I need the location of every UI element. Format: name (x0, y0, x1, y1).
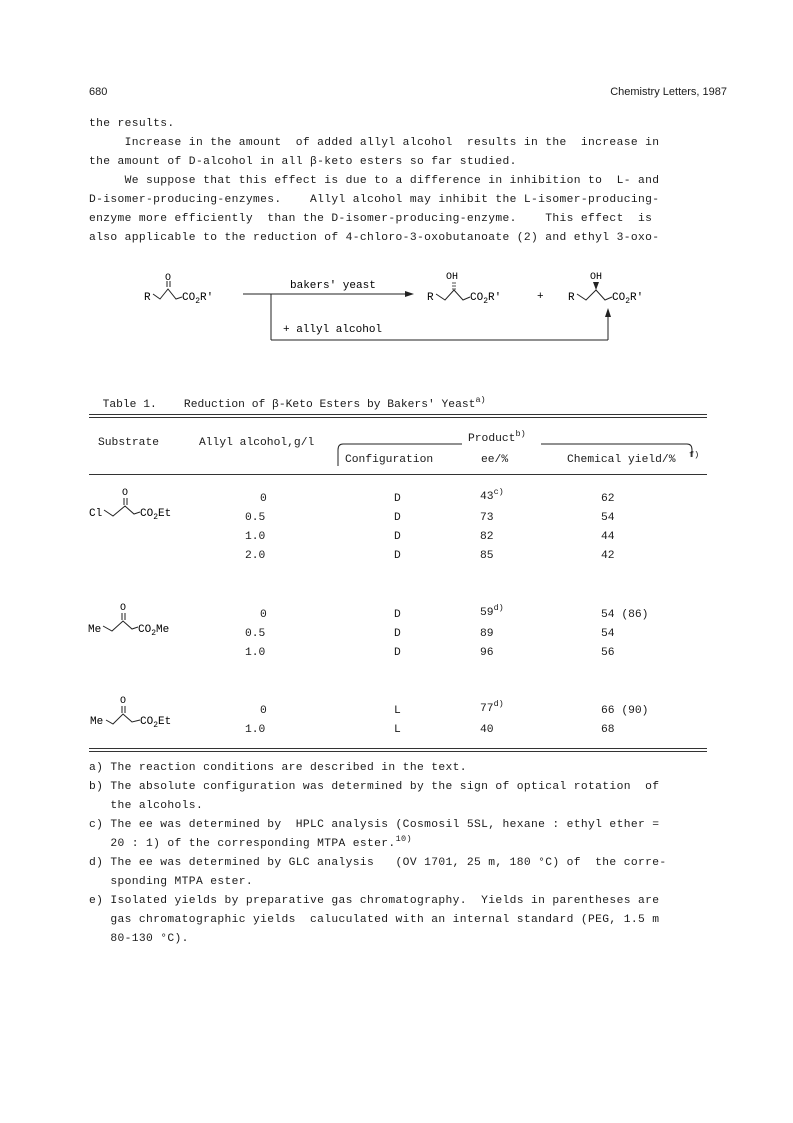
footnote-line: e) Isolated yields by preparative gas chromatography. Yields in parentheses are (89, 895, 660, 907)
cell-yield: 54 (86) (601, 609, 649, 621)
cell-config: L (394, 724, 401, 736)
sm-r-label: R (144, 292, 151, 304)
svg-text:O: O (122, 488, 129, 499)
cell-config: D (394, 609, 401, 621)
table-caption-text: Reduction of β-Keto Esters by Bakers' Yeast (183, 399, 476, 411)
page-number: 680 (89, 86, 108, 98)
cell-ee: 43$^{c)}$ (480, 487, 504, 503)
cell-config: L (394, 705, 401, 717)
footnote-line: the alcohols. (89, 800, 204, 812)
cell-yield: 54 (601, 512, 615, 524)
cell-ee: 77$^{d)}$ (480, 699, 504, 715)
substrate-3 (90, 696, 171, 730)
cell-config: D (394, 550, 401, 562)
svg-text:Me: Me (90, 716, 104, 728)
journal-name: Chemistry Letters, 1987 (610, 86, 727, 98)
svg-text:O: O (120, 603, 127, 614)
reagent-yeast: bakers' yeast (290, 280, 376, 292)
footnote-line: gas chromatographic yields caluculated with an internal standard (PEG, 1.5 m (89, 914, 660, 926)
cell-ee: 96 (480, 647, 494, 659)
table-caption-footnote: a) (475, 395, 486, 405)
cell-yield: 66 (90) (601, 705, 649, 717)
cell-allyl: 0 (260, 493, 267, 505)
cell-config: D (394, 628, 401, 640)
cell-allyl: 2.0 (245, 550, 266, 562)
footnote-line: 20 : 1) of the corresponding MTPA ester.$^{10)}$ (89, 834, 412, 850)
cell-allyl: 1.0 (245, 647, 266, 659)
cell-allyl: 0 (260, 705, 267, 717)
reagent-allyl: + allyl alcohol (283, 324, 383, 336)
cell-yield: 68 (601, 724, 615, 736)
header-ee: ee/% (481, 454, 509, 466)
cell-yield: 56 (601, 647, 615, 659)
header-yield: Chemical yield/% $^{f)}$ (567, 450, 700, 466)
header-config: Configuration (345, 454, 434, 466)
cell-yield: 44 (601, 531, 615, 543)
cell-ee: 40 (480, 724, 494, 736)
sm-oxygen: O (165, 273, 172, 284)
scheme-plus: + (537, 291, 544, 303)
cell-config: D (394, 493, 401, 505)
body-line: the amount of D-alcohol in all β-keto esters so far studied. (89, 156, 517, 168)
cell-ee: 73 (480, 512, 494, 524)
cell-config: D (394, 512, 401, 524)
footnote-line: sponding MTPA ester. (89, 876, 253, 888)
p1-oh: OH (446, 272, 459, 283)
cell-allyl: 0.5 (245, 628, 266, 640)
footnote-line: d) The ee was determined by GLC analysis (OV 1701, 25 m, 180 °C) of the corre- (89, 857, 667, 869)
svg-text:O: O (120, 696, 127, 707)
svg-text:Me: Me (88, 624, 102, 636)
footnote-line: a) The reaction conditions are described in the text. (89, 762, 467, 774)
cell-allyl: 1.0 (245, 724, 266, 736)
body-line: D-isomer-producing-enzymes. Allyl alcohol may inhibit the L-isomer-producing- (89, 194, 660, 206)
svg-text:CO2Et: $CO_2Et$ (140, 508, 172, 522)
p2-r-label: R (568, 292, 575, 304)
cell-config: D (394, 531, 401, 543)
header-product: Product$^{b)}$ (468, 429, 526, 445)
cell-yield: 54 (601, 628, 615, 640)
cell-allyl: 0.5 (245, 512, 266, 524)
cell-ee: 59$^{d)}$ (480, 603, 504, 619)
cell-ee: 85 (480, 550, 494, 562)
footnote-ref-10: 10) (395, 834, 412, 844)
body-line: the results. (89, 118, 175, 130)
cell-yield: 62 (601, 493, 615, 505)
p2-ester: $CO_2R'$ (612, 292, 644, 306)
p2-oh: OH (590, 272, 603, 283)
table-caption-label: Table 1. (102, 399, 157, 411)
svg-text:CO2Me: $CO_2Me$ (138, 624, 170, 638)
cell-allyl: 1.0 (245, 531, 266, 543)
cell-ee: 89 (480, 628, 494, 640)
substrate-1 (89, 488, 171, 522)
cell-yield: 42 (601, 550, 615, 562)
p1-ester: $CO_2R'$ (470, 292, 502, 306)
footnote-line: c) The ee was determined by HPLC analysis (Cosmosil 5SL, hexane : ethyl ether = (89, 819, 660, 831)
svg-text:Cl: Cl (89, 508, 103, 520)
svg-text:CO2Et: $CO_2Et$ (140, 716, 172, 730)
footnote-line: b) The absolute configuration was determined by the sign of optical rotation of (89, 781, 660, 793)
body-line: also applicable to the reduction of 4-chloro-3-oxobutanoate (2) and ethyl 3-oxo- (89, 232, 660, 244)
sm-ester: $CO_2R'$ (182, 292, 214, 306)
table-bottom-rule-2 (89, 751, 707, 752)
cell-ee: 82 (480, 531, 494, 543)
header-substrate: Substrate (98, 437, 160, 449)
substrate-2 (88, 603, 169, 638)
cell-allyl: 0 (260, 609, 267, 621)
body-line: We suppose that this effect is due to a difference in inhibition to L- and (89, 175, 660, 187)
table-bottom-rule (89, 748, 707, 749)
footnote-line: 80-130 °C). (89, 933, 189, 945)
header-allyl: Allyl alcohol,g/l (199, 437, 315, 449)
p1-r-label: R (427, 292, 434, 304)
cell-config: D (394, 647, 401, 659)
body-line: enzyme more efficiently than the D-isomer-producing-enzyme. This effect is (89, 213, 653, 225)
body-line: Increase in the amount of added allyl alcohol results in the increase in (89, 137, 660, 149)
